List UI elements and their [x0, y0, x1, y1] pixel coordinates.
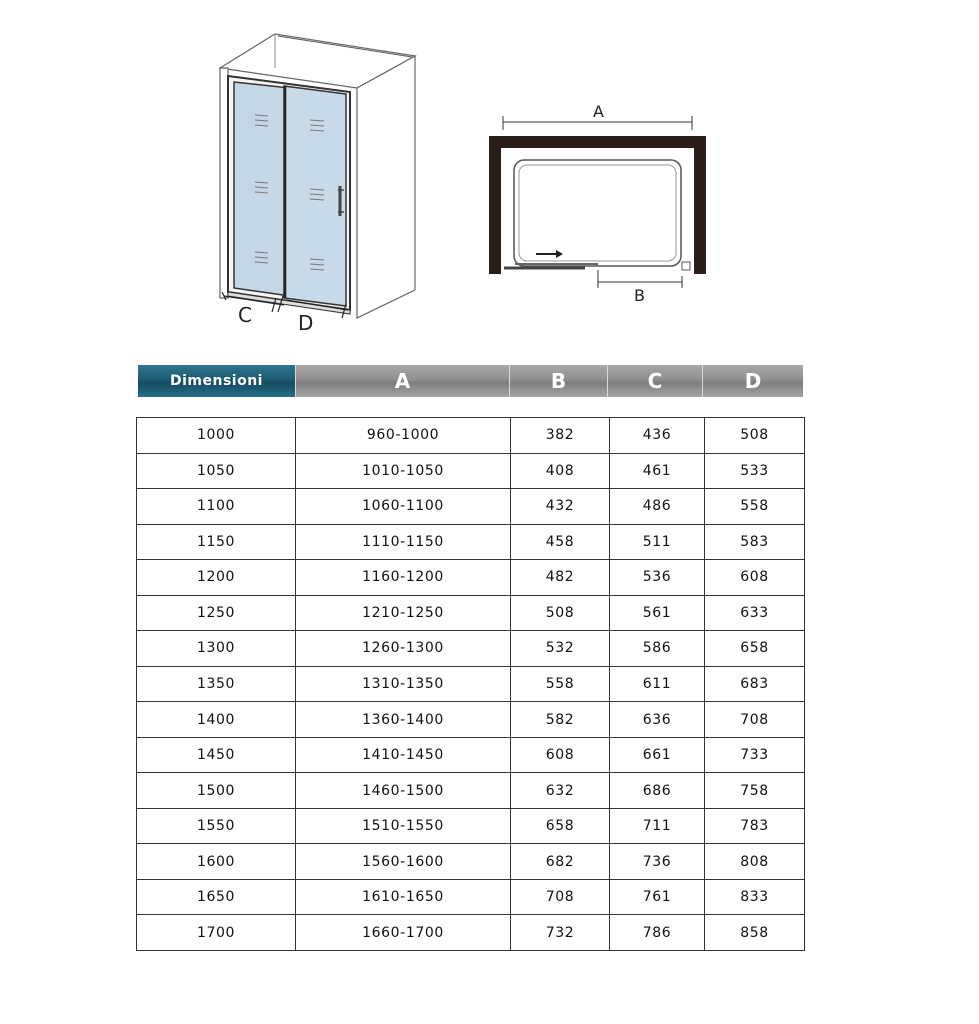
cell-b: 532 — [511, 631, 610, 667]
cell-b: 432 — [511, 489, 610, 525]
cell-b: 682 — [511, 844, 610, 880]
header-b: B — [510, 365, 608, 397]
table-row — [137, 631, 805, 667]
cell-b: 408 — [511, 453, 610, 489]
cell-dimensioni: 1650 — [137, 879, 296, 915]
cell-a: 1660-1700 — [296, 915, 511, 951]
cell-d: 558 — [705, 489, 805, 525]
cell-dimensioni: 1000 — [137, 418, 296, 454]
cell-c: 786 — [610, 915, 705, 951]
cell-d: 708 — [705, 702, 805, 738]
cell-b: 658 — [511, 808, 610, 844]
cell-c: 761 — [610, 879, 705, 915]
table-row — [137, 702, 805, 738]
cell-c: 636 — [610, 702, 705, 738]
cell-a: 1210-1250 — [296, 595, 511, 631]
cell-a: 1160-1200 — [296, 560, 511, 596]
cell-d: 733 — [705, 737, 805, 773]
cell-a: 1510-1550 — [296, 808, 511, 844]
cell-b: 608 — [511, 737, 610, 773]
cell-b: 508 — [511, 595, 610, 631]
cell-dimensioni: 1500 — [137, 773, 296, 809]
label-b: B — [634, 286, 645, 305]
table-row — [137, 737, 805, 773]
cell-b: 632 — [511, 773, 610, 809]
table-header — [138, 365, 803, 397]
table-row — [137, 915, 805, 951]
cell-a: 1360-1400 — [296, 702, 511, 738]
cell-c: 436 — [610, 418, 705, 454]
cell-d: 658 — [705, 631, 805, 667]
cell-d: 858 — [705, 915, 805, 951]
header-a: A — [296, 365, 510, 397]
shower-3d-view — [220, 34, 415, 335]
cell-d: 783 — [705, 808, 805, 844]
cell-b: 482 — [511, 560, 610, 596]
cell-dimensioni: 1550 — [137, 808, 296, 844]
cell-b: 732 — [511, 915, 610, 951]
cell-d: 608 — [705, 560, 805, 596]
cell-dimensioni: 1050 — [137, 453, 296, 489]
table-row — [137, 489, 805, 525]
cell-c: 586 — [610, 631, 705, 667]
cell-dimensioni: 1150 — [137, 524, 296, 560]
dimensions-table — [136, 417, 805, 951]
table-row — [137, 844, 805, 880]
cell-a: 1610-1650 — [296, 879, 511, 915]
cell-a: 1110-1150 — [296, 524, 511, 560]
cell-c: 511 — [610, 524, 705, 560]
cell-d: 533 — [705, 453, 805, 489]
cell-dimensioni: 1100 — [137, 489, 296, 525]
cell-c: 661 — [610, 737, 705, 773]
cell-c: 736 — [610, 844, 705, 880]
technical-drawings — [0, 0, 979, 360]
cell-d: 683 — [705, 666, 805, 702]
cell-b: 708 — [511, 879, 610, 915]
cell-dimensioni: 1400 — [137, 702, 296, 738]
cell-b: 582 — [511, 702, 610, 738]
cell-b: 458 — [511, 524, 610, 560]
cell-dimensioni: 1450 — [137, 737, 296, 773]
cell-d: 508 — [705, 418, 805, 454]
cell-dimensioni: 1700 — [137, 915, 296, 951]
cell-a: 960-1000 — [296, 418, 511, 454]
cell-c: 686 — [610, 773, 705, 809]
header-c: C — [608, 365, 703, 397]
header-d: D — [703, 365, 803, 397]
cell-c: 561 — [610, 595, 705, 631]
glass-panel-right — [284, 86, 346, 306]
cell-b: 558 — [511, 666, 610, 702]
cell-dimensioni: 1200 — [137, 560, 296, 596]
cell-b: 382 — [511, 418, 610, 454]
cell-a: 1460-1500 — [296, 773, 511, 809]
cell-dimensioni: 1300 — [137, 631, 296, 667]
cell-d: 833 — [705, 879, 805, 915]
table-row — [137, 808, 805, 844]
table-row — [137, 524, 805, 560]
cell-d: 808 — [705, 844, 805, 880]
label-c: C — [238, 303, 252, 327]
table-row — [137, 595, 805, 631]
label-a: A — [593, 102, 604, 121]
cell-a: 1560-1600 — [296, 844, 511, 880]
cell-d: 633 — [705, 595, 805, 631]
shower-plan-view — [489, 102, 706, 305]
cell-a: 1260-1300 — [296, 631, 511, 667]
table-row — [137, 666, 805, 702]
cell-c: 486 — [610, 489, 705, 525]
glass-panel-left — [234, 82, 290, 296]
cell-d: 758 — [705, 773, 805, 809]
table-row — [137, 453, 805, 489]
cell-dimensioni: 1350 — [137, 666, 296, 702]
header-dimensioni: Dimensioni — [138, 365, 296, 397]
cell-c: 461 — [610, 453, 705, 489]
table-row — [137, 560, 805, 596]
table-row — [137, 773, 805, 809]
cell-d: 583 — [705, 524, 805, 560]
table-row — [137, 879, 805, 915]
label-d: D — [298, 311, 314, 335]
cell-a: 1310-1350 — [296, 666, 511, 702]
cell-c: 611 — [610, 666, 705, 702]
cell-dimensioni: 1250 — [137, 595, 296, 631]
table-row — [137, 418, 805, 454]
shower-tray — [514, 160, 681, 266]
cell-c: 536 — [610, 560, 705, 596]
cell-a: 1010-1050 — [296, 453, 511, 489]
cell-a: 1060-1100 — [296, 489, 511, 525]
cell-a: 1410-1450 — [296, 737, 511, 773]
cell-dimensioni: 1600 — [137, 844, 296, 880]
cell-c: 711 — [610, 808, 705, 844]
